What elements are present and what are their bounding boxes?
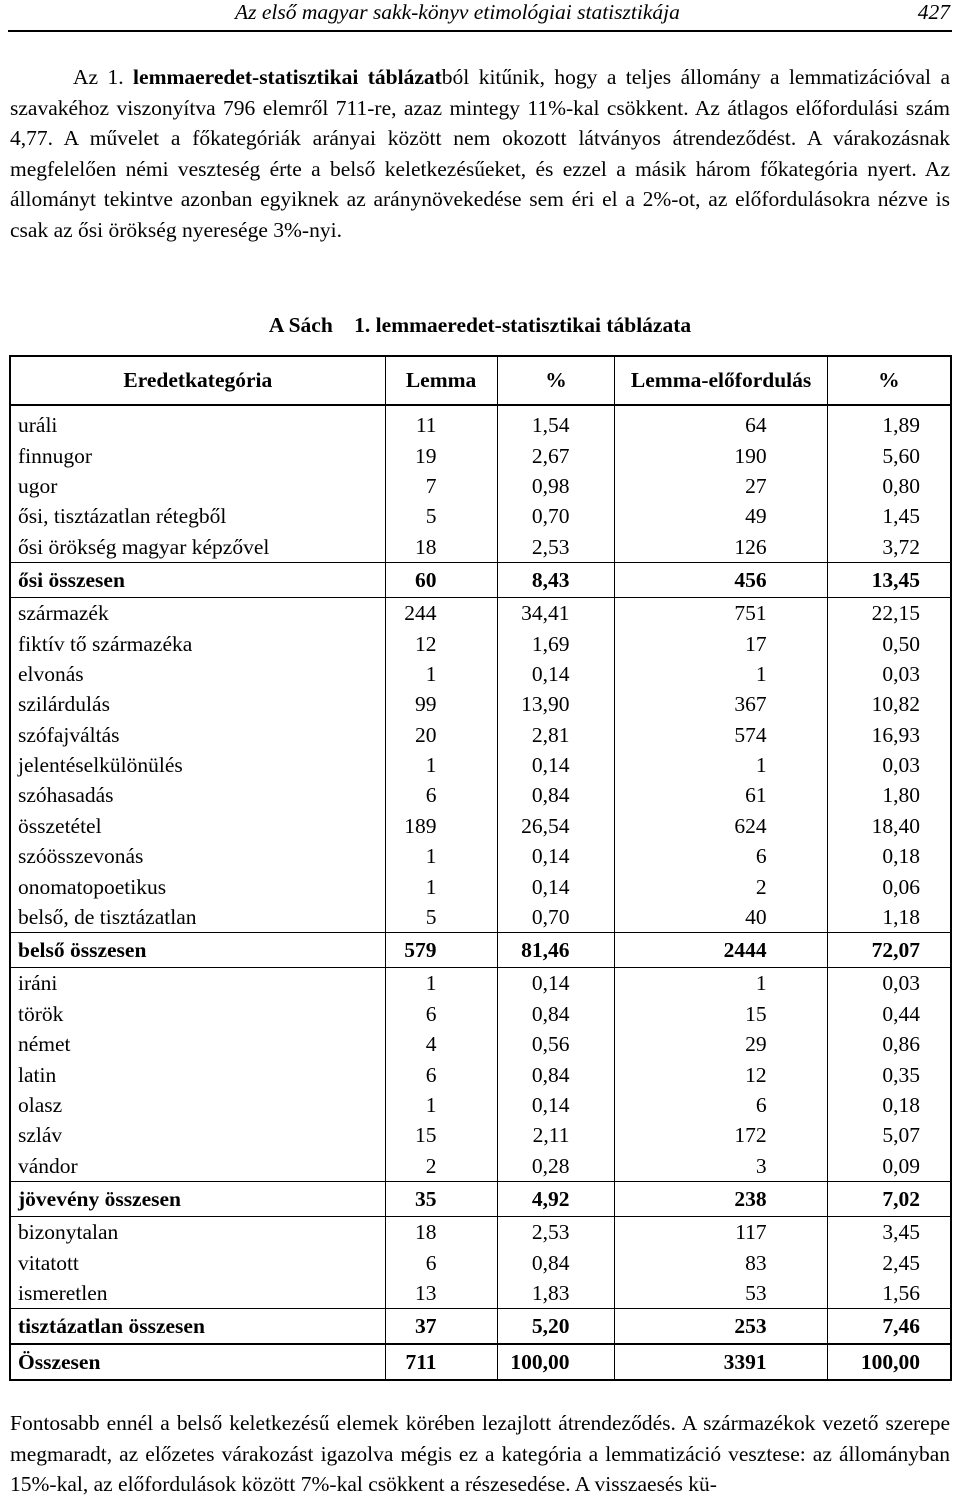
lemma-percent-cell: 2,11 <box>497 1120 615 1150</box>
lemma-count-cell: 15 <box>385 1120 497 1150</box>
occurrence-count-cell: 190 <box>615 440 827 470</box>
lemma-count-cell: 6 <box>385 1059 497 1089</box>
occurrence-percent-cell: 0,03 <box>827 968 951 999</box>
occurrence-percent-cell: 13,45 <box>827 562 951 597</box>
category-cell: német <box>10 1029 385 1059</box>
occurrence-count-cell: 27 <box>615 471 827 501</box>
caption-title: 1. lemmaeredet-statisztikai táblázata <box>354 313 692 337</box>
occurrence-count-cell: 53 <box>615 1278 827 1309</box>
lemma-count-cell: 19 <box>385 440 497 470</box>
occurrence-percent-cell: 0,06 <box>827 871 951 901</box>
intro-text-rest: ból kitűnik, hogy a teljes állomány a lemmatizációval a szavakéhoz viszonyítva 796 elemről 711-re, azaz mintegy 11%-kal csökkent. Az átlagos előfordulási szám 4,77. A művelet a főkategóriák arányai között nem okozott látványos átrendeződést. A várakozásnak megfelelően némi veszteség érte a belső keletkezésűeket, és ezzel a másik három főkategória nyert. Az állományt tekintve azonban egyiknek az aránynövekedése sem éri el a 2%-ot, az előfordulásokra nézve is csak az ősi örökség nyeresége 3%-nyi. <box>10 65 950 242</box>
lemma-percent-cell: 34,41 <box>497 597 615 628</box>
occurrence-percent-cell: 0,03 <box>827 750 951 780</box>
header-occurrence: Lemma-előfordulás <box>615 356 827 405</box>
category-cell: szóhasadás <box>10 780 385 810</box>
occurrence-percent-cell: 1,80 <box>827 780 951 810</box>
lemma-count-cell: 18 <box>385 1216 497 1247</box>
lemma-percent-cell: 0,14 <box>497 750 615 780</box>
table-row <box>10 1151 951 1182</box>
table-row <box>10 405 951 440</box>
lemma-percent-cell: 0,84 <box>497 1247 615 1277</box>
category-cell: jelentéselkülönülés <box>10 750 385 780</box>
occurrence-percent-cell: 1,45 <box>827 501 951 531</box>
subtotal-row <box>10 562 951 597</box>
header-occurrence-percent: % <box>827 356 951 405</box>
occurrence-count-cell: 2 <box>615 871 827 901</box>
lemma-count-cell: 11 <box>385 405 497 440</box>
occurrence-percent-cell: 5,60 <box>827 440 951 470</box>
occurrence-percent-cell: 7,46 <box>827 1309 951 1345</box>
table-row <box>10 811 951 841</box>
lemma-percent-cell: 13,90 <box>497 689 615 719</box>
occurrence-percent-cell: 3,45 <box>827 1216 951 1247</box>
occurrence-count-cell: 3391 <box>615 1344 827 1380</box>
category-cell: szóösszevonás <box>10 841 385 871</box>
occurrence-count-cell: 15 <box>615 999 827 1029</box>
lemma-percent-cell: 0,70 <box>497 902 615 933</box>
occurrence-count-cell: 172 <box>615 1120 827 1150</box>
category-cell: ősi összesen <box>10 562 385 597</box>
occurrence-percent-cell: 1,56 <box>827 1278 951 1309</box>
occurrence-count-cell: 40 <box>615 902 827 933</box>
lemma-percent-cell: 0,98 <box>497 471 615 501</box>
category-cell: ismeretlen <box>10 1278 385 1309</box>
occurrence-count-cell: 17 <box>615 628 827 658</box>
occurrence-count-cell: 12 <box>615 1059 827 1089</box>
table-row <box>10 659 951 689</box>
outro-paragraph: Fontosabb ennél a belső keletkezésű elemek körében lezajlott átrendeződés. A származékok vezető szerepe megmaradt, az előzetes várakozást igazolva mégis ez a kategória a lemmatizáció vesztese: az állományban 15%-kal, az előfordulások között 7%-kal csökkent a részesedése. A visszaesés kü- <box>10 1411 950 1496</box>
category-cell: latin <box>10 1059 385 1089</box>
lemma-percent-cell: 0,14 <box>497 968 615 999</box>
table-row <box>10 440 951 470</box>
occurrence-count-cell: 456 <box>615 562 827 597</box>
lemma-count-cell: 6 <box>385 780 497 810</box>
category-cell: vitatott <box>10 1247 385 1277</box>
lemma-count-cell: 711 <box>385 1344 497 1380</box>
table-row <box>10 780 951 810</box>
occurrence-count-cell: 238 <box>615 1181 827 1216</box>
occurrence-count-cell: 751 <box>615 597 827 628</box>
lemma-count-cell: 244 <box>385 597 497 628</box>
lemma-count-cell: 1 <box>385 841 497 871</box>
table-row <box>10 1029 951 1059</box>
category-cell: jövevény összesen <box>10 1181 385 1216</box>
lemma-count-cell: 4 <box>385 1029 497 1059</box>
table-row <box>10 689 951 719</box>
table-row <box>10 1120 951 1150</box>
category-cell: olasz <box>10 1090 385 1120</box>
occurrence-percent-cell: 16,93 <box>827 720 951 750</box>
table-row <box>10 1059 951 1089</box>
occurrence-count-cell: 83 <box>615 1247 827 1277</box>
table-body <box>10 405 951 1380</box>
lemma-count-cell: 35 <box>385 1181 497 1216</box>
caption-label: A Sách <box>268 313 333 337</box>
category-cell: Összesen <box>10 1344 385 1380</box>
category-cell: szláv <box>10 1120 385 1150</box>
occurrence-count-cell: 64 <box>615 405 827 440</box>
lemma-percent-cell: 4,92 <box>497 1181 615 1216</box>
lemma-count-cell: 5 <box>385 902 497 933</box>
category-cell: ősi, tisztázatlan rétegből <box>10 501 385 531</box>
category-cell: fiktív tő származéka <box>10 628 385 658</box>
total-row <box>10 1344 951 1380</box>
lemma-percent-cell: 0,56 <box>497 1029 615 1059</box>
occurrence-count-cell: 126 <box>615 532 827 563</box>
category-cell: szófajváltás <box>10 720 385 750</box>
occurrence-count-cell: 3 <box>615 1151 827 1182</box>
lemma-origin-table <box>9 355 952 1381</box>
lemma-count-cell: 1 <box>385 1090 497 1120</box>
lemma-percent-cell: 1,54 <box>497 405 615 440</box>
category-cell: belső, de tisztázatlan <box>10 902 385 933</box>
lemma-count-cell: 1 <box>385 750 497 780</box>
lemma-count-cell: 189 <box>385 811 497 841</box>
header-origin-category: Eredetkategória <box>10 356 385 405</box>
lemma-percent-cell: 100,00 <box>497 1344 615 1380</box>
category-cell: szilárdulás <box>10 689 385 719</box>
table-row <box>10 750 951 780</box>
occurrence-percent-cell: 2,45 <box>827 1247 951 1277</box>
lemma-count-cell: 6 <box>385 1247 497 1277</box>
occurrence-percent-cell: 0,09 <box>827 1151 951 1182</box>
lemma-percent-cell: 2,53 <box>497 1216 615 1247</box>
category-cell: uráli <box>10 405 385 440</box>
category-cell: összetétel <box>10 811 385 841</box>
category-cell: belső összesen <box>10 933 385 968</box>
occurrence-percent-cell: 1,18 <box>827 902 951 933</box>
table-row <box>10 720 951 750</box>
running-title: Az első magyar sakk-könyv etimológiai statisztikája <box>235 0 680 24</box>
lemma-percent-cell: 5,20 <box>497 1309 615 1345</box>
lemma-count-cell: 5 <box>385 501 497 531</box>
lemma-percent-cell: 0,84 <box>497 1059 615 1089</box>
running-header <box>8 0 952 32</box>
table-header-row <box>10 356 951 405</box>
lemma-count-cell: 18 <box>385 532 497 563</box>
table-row <box>10 532 951 563</box>
table-row <box>10 871 951 901</box>
lemma-count-cell: 13 <box>385 1278 497 1309</box>
occurrence-percent-cell: 0,18 <box>827 841 951 871</box>
lemma-count-cell: 1 <box>385 968 497 999</box>
occurrence-count-cell: 367 <box>615 689 827 719</box>
occurrence-percent-cell: 0,86 <box>827 1029 951 1059</box>
occurrence-percent-cell: 10,82 <box>827 689 951 719</box>
occurrence-count-cell: 1 <box>615 659 827 689</box>
category-cell: elvonás <box>10 659 385 689</box>
lemma-percent-cell: 0,84 <box>497 780 615 810</box>
lemma-count-cell: 6 <box>385 999 497 1029</box>
lemma-percent-cell: 0,14 <box>497 871 615 901</box>
lemma-percent-cell: 0,28 <box>497 1151 615 1182</box>
lemma-count-cell: 60 <box>385 562 497 597</box>
occurrence-percent-cell: 3,72 <box>827 532 951 563</box>
category-cell: ugor <box>10 471 385 501</box>
intro-text-start: Az 1. <box>73 65 134 89</box>
table-row <box>10 968 951 999</box>
table-row <box>10 902 951 933</box>
table-row <box>10 1278 951 1309</box>
lemma-percent-cell: 0,14 <box>497 1090 615 1120</box>
occurrence-count-cell: 624 <box>615 811 827 841</box>
occurrence-percent-cell: 22,15 <box>827 597 951 628</box>
occurrence-percent-cell: 5,07 <box>827 1120 951 1150</box>
lemma-percent-cell: 2,81 <box>497 720 615 750</box>
category-cell: vándor <box>10 1151 385 1182</box>
lemma-percent-cell: 1,69 <box>497 628 615 658</box>
lemma-percent-cell: 1,83 <box>497 1278 615 1309</box>
lemma-percent-cell: 26,54 <box>497 811 615 841</box>
occurrence-count-cell: 29 <box>615 1029 827 1059</box>
category-cell: származék <box>10 597 385 628</box>
header-lemma: Lemma <box>385 356 497 405</box>
table-row <box>10 1090 951 1120</box>
table-row <box>10 501 951 531</box>
category-cell: bizonytalan <box>10 1216 385 1247</box>
occurrence-percent-cell: 0,03 <box>827 659 951 689</box>
occurrence-count-cell: 6 <box>615 841 827 871</box>
page-number: 427 <box>917 0 950 24</box>
lemma-count-cell: 2 <box>385 1151 497 1182</box>
occurrence-percent-cell: 0,44 <box>827 999 951 1029</box>
occurrence-count-cell: 6 <box>615 1090 827 1120</box>
lemma-count-cell: 7 <box>385 471 497 501</box>
lemma-percent-cell: 81,46 <box>497 933 615 968</box>
category-cell: iráni <box>10 968 385 999</box>
lemma-percent-cell: 0,14 <box>497 659 615 689</box>
category-cell: török <box>10 999 385 1029</box>
occurrence-percent-cell: 18,40 <box>827 811 951 841</box>
header-lemma-percent: % <box>497 356 615 405</box>
category-cell: onomatopoetikus <box>10 871 385 901</box>
table-row <box>10 471 951 501</box>
lemma-count-cell: 579 <box>385 933 497 968</box>
table-row <box>10 1247 951 1277</box>
occurrence-count-cell: 2444 <box>615 933 827 968</box>
occurrence-percent-cell: 0,80 <box>827 471 951 501</box>
lemma-count-cell: 12 <box>385 628 497 658</box>
occurrence-percent-cell: 0,18 <box>827 1090 951 1120</box>
table-row <box>10 999 951 1029</box>
intro-bold-term: lemmaeredet-statisztikai táblázat <box>133 65 442 89</box>
lemma-percent-cell: 2,67 <box>497 440 615 470</box>
table-row <box>10 597 951 628</box>
table-caption <box>0 313 960 338</box>
subtotal-row <box>10 1181 951 1216</box>
occurrence-percent-cell: 1,89 <box>827 405 951 440</box>
subtotal-row <box>10 1309 951 1345</box>
lemma-count-cell: 20 <box>385 720 497 750</box>
occurrence-count-cell: 61 <box>615 780 827 810</box>
lemma-percent-cell: 2,53 <box>497 532 615 563</box>
category-cell: tisztázatlan összesen <box>10 1309 385 1345</box>
occurrence-count-cell: 117 <box>615 1216 827 1247</box>
lemma-percent-cell: 8,43 <box>497 562 615 597</box>
category-cell: ősi örökség magyar képzővel <box>10 532 385 563</box>
category-cell: finnugor <box>10 440 385 470</box>
lemma-count-cell: 1 <box>385 659 497 689</box>
occurrence-percent-cell: 100,00 <box>827 1344 951 1380</box>
lemma-count-cell: 37 <box>385 1309 497 1345</box>
occurrence-count-cell: 253 <box>615 1309 827 1345</box>
occurrence-percent-cell: 0,50 <box>827 628 951 658</box>
table-row <box>10 1216 951 1247</box>
occurrence-count-cell: 1 <box>615 968 827 999</box>
occurrence-percent-cell: 7,02 <box>827 1181 951 1216</box>
lemma-percent-cell: 0,70 <box>497 501 615 531</box>
occurrence-percent-cell: 72,07 <box>827 933 951 968</box>
intro-paragraph <box>10 62 950 245</box>
lemma-count-cell: 1 <box>385 871 497 901</box>
lemma-percent-cell: 0,84 <box>497 999 615 1029</box>
occurrence-count-cell: 574 <box>615 720 827 750</box>
lemma-count-cell: 99 <box>385 689 497 719</box>
occurrence-count-cell: 1 <box>615 750 827 780</box>
subtotal-row <box>10 933 951 968</box>
table-row <box>10 628 951 658</box>
lemma-percent-cell: 0,14 <box>497 841 615 871</box>
occurrence-count-cell: 49 <box>615 501 827 531</box>
occurrence-percent-cell: 0,35 <box>827 1059 951 1089</box>
table-row <box>10 841 951 871</box>
